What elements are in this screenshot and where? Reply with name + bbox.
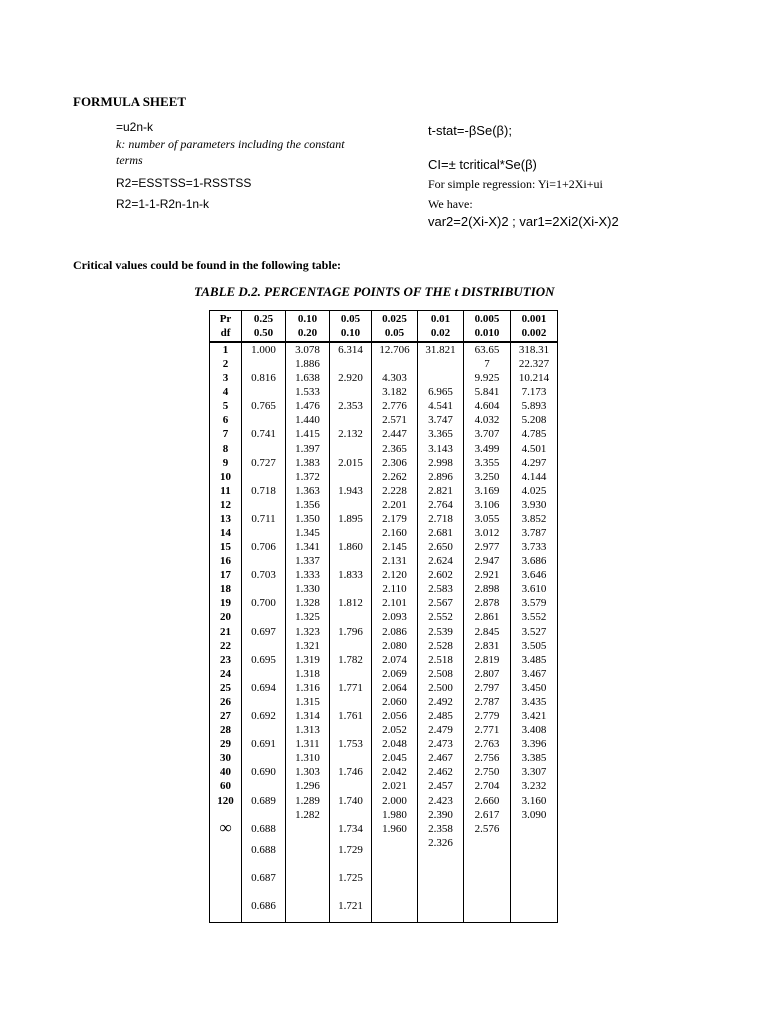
table-cell: 3.182	[382, 386, 407, 399]
table-cell: 3.527	[521, 625, 547, 638]
one-tail-label: 0.005	[474, 313, 500, 325]
table-cell: 2.602	[428, 569, 453, 582]
table-cell: 3.396	[521, 738, 547, 751]
page-title: FORMULA SHEET	[73, 94, 187, 109]
col-0005	[464, 342, 511, 922]
table-cell: 5.208	[521, 414, 547, 427]
table-cell: 0.703	[251, 569, 276, 582]
table-cell: 1.303	[295, 766, 320, 779]
two-tail-label: 0.02	[430, 327, 451, 339]
df-value: 120	[217, 794, 234, 807]
table-cell: 2.457	[428, 780, 453, 793]
table-cell: 10.214	[518, 372, 550, 385]
table-cell: 0.687	[251, 871, 276, 884]
table-cell: 2.571	[382, 414, 407, 427]
table-cell: 2.390	[428, 808, 453, 821]
table-cell: 1.960	[382, 822, 407, 835]
two-tail-label: 0.05	[384, 327, 405, 339]
header-col-010	[286, 311, 330, 343]
table-cell: 2.920	[338, 372, 363, 385]
table-cell: 4.604	[474, 400, 500, 413]
table-cell: 4.501	[521, 442, 547, 455]
table-cell: 1.328	[295, 597, 320, 610]
table-cell: 2.831	[474, 639, 500, 652]
table-cell: 2.056	[382, 710, 407, 723]
table-cell: 0.686	[251, 899, 276, 912]
two-tail-label: 0.002	[521, 327, 547, 339]
table-cell: 1.533	[295, 386, 320, 399]
one-tail-label: 0.001	[521, 313, 547, 325]
table-cell: 1.476	[295, 400, 320, 413]
table-cell: 2.462	[428, 766, 453, 779]
table-cell: 4.297	[521, 456, 547, 469]
df-value: 8	[222, 442, 229, 455]
table-cell: 1.372	[295, 470, 320, 483]
table-cell: 2.821	[428, 484, 453, 497]
col-0025	[372, 342, 418, 922]
table-cell: 3.930	[521, 498, 547, 511]
df-value: 19	[220, 597, 231, 610]
table-cell: 1.833	[338, 569, 363, 582]
table-cell: 2.052	[382, 724, 407, 737]
two-tail-label: 0.10	[340, 327, 361, 339]
two-tail-label: 0.50	[253, 327, 274, 339]
table-cell: 2.797	[474, 681, 500, 694]
table-cell: 2.160	[382, 527, 407, 540]
table-cell: 3.552	[521, 611, 547, 624]
table-cell: 3.450	[521, 681, 547, 694]
table-cell: 3.169	[474, 484, 500, 497]
table-cell: 2.845	[474, 625, 500, 638]
table-cell: 2.763	[474, 738, 500, 751]
t-distribution-table	[209, 310, 558, 923]
df-value: 12	[220, 498, 231, 511]
table-cell: 3.090	[521, 808, 547, 821]
table-cell: 3.365	[428, 428, 453, 441]
table-cell: 2.131	[382, 555, 407, 568]
table-cell: 2.093	[382, 611, 407, 624]
table-cell: 3.499	[474, 442, 500, 455]
table-cell: 2.447	[382, 428, 407, 441]
sigma-hat-formula: =u2n-k	[116, 120, 154, 134]
simple-regression-model: For simple regression: Yi=1+2Xi+ui	[428, 177, 603, 191]
table-cell: 2.539	[428, 625, 453, 638]
table-cell: 3.579	[521, 597, 547, 610]
table-cell: 1.333	[295, 569, 320, 582]
table-cell: 1.397	[295, 442, 320, 455]
table-cell: 3.385	[521, 752, 547, 765]
r2-formula: R2=ESSTSS=1-RSSTSS	[116, 176, 252, 190]
table-cell: 1.313	[295, 724, 320, 737]
header-pr-df	[210, 311, 242, 343]
df-column	[210, 342, 242, 922]
table-cell: 2.898	[474, 583, 500, 596]
table-cell: 1.350	[295, 512, 320, 525]
table-cell: 0.690	[251, 766, 276, 779]
k-note-line1: k: number of parameters including the constant	[116, 137, 345, 151]
table-cell: 0.691	[251, 738, 276, 751]
table-cell: 2.042	[382, 766, 407, 779]
two-tail-label: 0.20	[297, 327, 318, 339]
table-cell: 3.787	[521, 527, 547, 540]
table-cell: 1.337	[295, 555, 320, 568]
table-cell: 1.310	[295, 752, 320, 765]
table-cell: 1.771	[338, 681, 363, 694]
table-cell: 2.508	[428, 667, 453, 680]
table-cell: 3.505	[521, 639, 547, 652]
df-value: 5	[222, 400, 229, 413]
table-cell: 1.356	[295, 498, 320, 511]
df-value: 10	[220, 470, 231, 483]
df-value: 26	[220, 695, 231, 708]
table-cell: 1.319	[295, 653, 320, 666]
table-cell: 3.012	[474, 527, 500, 540]
table-cell: 3.307	[521, 766, 547, 779]
table-cell: 4.303	[382, 372, 407, 385]
table-cell: 63.65	[474, 344, 500, 356]
table-cell: 2.718	[428, 512, 453, 525]
table-cell: 2.060	[382, 695, 407, 708]
table-cell: 1.895	[338, 512, 363, 525]
df-value: 29	[220, 738, 231, 751]
table-cell: 31.821	[425, 344, 456, 356]
table-cell: 1.740	[338, 794, 363, 807]
table-cell: 3.232	[521, 780, 547, 793]
table-cell: 2.977	[474, 541, 500, 554]
table-cell: 2.069	[382, 667, 407, 680]
table-cell: 6.314	[338, 344, 363, 356]
table-cell: 3.707	[474, 428, 500, 441]
table-cell: 1.761	[338, 710, 363, 723]
two-tail-label: 0.010	[474, 327, 500, 339]
table-cell: 7	[484, 358, 490, 371]
table-cell: 2.306	[382, 456, 407, 469]
table-title: TABLE D.2. PERCENTAGE POINTS OF THE t DISTRIBUTION	[194, 284, 555, 299]
col-010	[286, 342, 330, 922]
table-cell: 2.896	[428, 470, 453, 483]
table-cell: 1.725	[338, 871, 363, 884]
table-cell: 0.727	[251, 456, 276, 469]
table-cell: 2.262	[382, 470, 407, 483]
df-value: 25	[220, 681, 231, 694]
table-cell: 3.078	[295, 344, 320, 356]
table-cell: 2.132	[338, 428, 363, 441]
df-value: 4	[222, 386, 229, 399]
table-cell: 1.812	[338, 597, 363, 610]
table-cell: 1.860	[338, 541, 363, 554]
table-cell: 0.692	[251, 710, 276, 723]
table-cell: 1.415	[295, 428, 320, 441]
table-cell: 1.440	[295, 414, 320, 427]
table-cell: 1.383	[295, 456, 320, 469]
col-005	[330, 342, 372, 922]
table-cell: 3.421	[521, 710, 547, 723]
table-cell: 1.729	[338, 843, 363, 856]
table-cell: 1.746	[338, 766, 363, 779]
table-cell: 2.756	[474, 752, 500, 765]
table-cell: 1.000	[251, 344, 276, 356]
table-cell: 2.179	[382, 512, 407, 525]
table-cell: 1.341	[295, 541, 320, 554]
table-cell: 2.326	[428, 836, 453, 849]
table-cell: 3.747	[428, 414, 453, 427]
table-cell: 3.143	[428, 442, 453, 455]
table-cell: 2.500	[428, 681, 453, 694]
one-tail-label: 0.025	[382, 313, 407, 325]
df-value: 7	[222, 428, 229, 441]
df-value: 27	[220, 710, 231, 723]
table-cell: 1.315	[295, 695, 320, 708]
table-cell: 2.750	[474, 766, 500, 779]
table-cell: 22.327	[518, 358, 550, 371]
table-cell: 2.358	[428, 822, 453, 835]
table-cell: 1.980	[382, 808, 407, 821]
table-cell: 3.408	[521, 724, 547, 737]
table-cell: 9.925	[474, 372, 500, 385]
table-cell: 2.086	[382, 625, 407, 638]
table-cell: 3.435	[521, 695, 547, 708]
table-cell: 0.694	[251, 681, 276, 694]
table-cell: 1.330	[295, 583, 320, 596]
table-cell: 2.080	[382, 639, 407, 652]
table-cell: 1.314	[295, 710, 320, 723]
table-cell: 2.624	[428, 555, 453, 568]
k-note-line2: terms	[116, 153, 143, 167]
table-cell: 2.617	[474, 808, 500, 821]
table-cell: 5.841	[474, 386, 500, 399]
table-cell: 2.947	[474, 555, 500, 568]
df-value: 21	[220, 625, 231, 638]
table-cell: 1.782	[338, 653, 363, 666]
confidence-interval-formula: CI=± tcritical*Se(β)	[428, 157, 537, 172]
table-cell: 3.610	[521, 583, 547, 596]
table-cell: 2.771	[474, 724, 500, 737]
table-cell: 3.733	[521, 541, 547, 554]
table-cell: 2.228	[382, 484, 407, 497]
table-cell: 1.296	[295, 780, 320, 793]
table-cell: 0.765	[251, 400, 276, 413]
df-value: 9	[222, 456, 229, 469]
table-cell: 3.106	[474, 498, 500, 511]
table-cell: 2.764	[428, 498, 453, 511]
table-cell: 2.583	[428, 583, 453, 596]
table-cell: 7.173	[521, 386, 547, 399]
table-cell: 2.878	[474, 597, 500, 610]
table-cell: 2.101	[382, 597, 407, 610]
pr-label: Pr	[219, 313, 232, 325]
df-value: 6	[222, 414, 229, 427]
table-cell: 1.734	[338, 822, 363, 835]
table-cell: 2.819	[474, 653, 500, 666]
table-cell: 318.31	[518, 344, 550, 356]
table-cell: 2.423	[428, 794, 453, 807]
table-cell: 3.355	[474, 456, 500, 469]
table-cell: 1.753	[338, 738, 363, 751]
variance-formulas: var2=2(Xi-X)2 ; var1=2Xi2(Xi-X)2	[428, 214, 619, 229]
table-cell: 2.473	[428, 738, 453, 751]
table-cell: 0.718	[251, 484, 276, 497]
header-col-025	[242, 311, 286, 343]
df-value: 60	[220, 780, 231, 793]
table-cell: 2.064	[382, 681, 407, 694]
df-value: 2	[222, 358, 229, 371]
table-cell: 2.650	[428, 541, 453, 554]
df-value: 1	[222, 344, 229, 356]
table-cell: 4.144	[521, 470, 547, 483]
table-cell: 2.921	[474, 569, 500, 582]
table-cell: 2.776	[382, 400, 407, 413]
table-cell: 1.282	[295, 808, 320, 821]
df-value: 30	[220, 752, 231, 765]
col-001	[418, 342, 464, 922]
table-cell: 2.576	[474, 822, 500, 835]
intro-text: Critical values could be found in the following table:	[73, 258, 342, 272]
one-tail-label: 0.01	[430, 313, 451, 325]
we-have-label: We have:	[428, 197, 473, 211]
df-value: 15	[220, 541, 231, 554]
table-cell: 1.289	[295, 794, 320, 807]
table-cell: 1.345	[295, 527, 320, 540]
table-cell: 3.250	[474, 470, 500, 483]
table-cell: 2.485	[428, 710, 453, 723]
t-stat-formula: t-stat=-βSe(β);	[428, 123, 512, 138]
col-0001	[511, 342, 558, 922]
table-cell: 1.321	[295, 639, 320, 652]
table-cell: 4.025	[521, 484, 547, 497]
table-cell: 2.681	[428, 527, 453, 540]
table-cell: 3.485	[521, 653, 547, 666]
table-cell: 3.055	[474, 512, 500, 525]
one-tail-label: 0.10	[297, 313, 318, 325]
table-cell: 0.688	[251, 843, 276, 856]
table-cell: 2.518	[428, 653, 453, 666]
header-col-0001	[511, 311, 558, 343]
table-cell: 1.943	[338, 484, 363, 497]
table-cell: 1.886	[295, 358, 320, 371]
df-value: 11	[220, 484, 231, 497]
table-cell: 2.779	[474, 710, 500, 723]
infinity-df: ∞	[219, 817, 232, 837]
table-cell: 2.000	[382, 794, 407, 807]
col-025	[242, 342, 286, 922]
table-cell: 4.541	[428, 400, 453, 413]
table-cell: 2.807	[474, 667, 500, 680]
header-col-0025	[372, 311, 418, 343]
table-cell: 2.201	[382, 498, 407, 511]
df-value: 3	[222, 372, 229, 385]
table-cell: 2.353	[338, 400, 363, 413]
table-cell: 2.528	[428, 639, 453, 652]
table-body-row	[210, 342, 558, 922]
table-cell: 2.861	[474, 611, 500, 624]
r2-adjusted-formula: R2=1-1-R2n-1n-k	[116, 197, 210, 211]
df-value: 40	[220, 766, 231, 779]
table-cell: 1.318	[295, 667, 320, 680]
table-cell: 2.479	[428, 724, 453, 737]
table-cell: 3.160	[521, 794, 547, 807]
table-cell: 2.467	[428, 752, 453, 765]
table-cell: 2.045	[382, 752, 407, 765]
table-cell: 2.015	[338, 456, 363, 469]
df-value: 23	[220, 653, 231, 666]
table-cell: 2.074	[382, 653, 407, 666]
table-cell: 1.721	[338, 899, 363, 912]
df-value: 24	[220, 667, 231, 680]
table-cell: 1.323	[295, 625, 320, 638]
df-label: df	[220, 327, 231, 339]
df-value: 18	[220, 583, 231, 596]
table-cell: 0.688	[251, 822, 276, 835]
header-col-005	[330, 311, 372, 343]
table-cell: 5.893	[521, 400, 547, 413]
table-cell: 4.785	[521, 428, 547, 441]
df-value: 13	[220, 512, 231, 525]
table-cell: 2.110	[382, 583, 407, 596]
header-col-001	[418, 311, 464, 343]
table-cell: 2.145	[382, 541, 407, 554]
table-cell: 3.646	[521, 569, 547, 582]
table-cell: 2.048	[382, 738, 407, 751]
table-cell: 3.686	[521, 555, 547, 568]
table-cell: 0.689	[251, 794, 276, 807]
df-value: 17	[220, 569, 231, 582]
table-cell: 0.706	[251, 541, 276, 554]
table-cell: 3.852	[521, 512, 547, 525]
df-value: 22	[220, 639, 231, 652]
table-cell: 2.567	[428, 597, 453, 610]
table-cell: 2.021	[382, 780, 407, 793]
table-cell: 0.741	[251, 428, 276, 441]
df-value: 28	[220, 724, 231, 737]
table-cell: 2.998	[428, 456, 453, 469]
table-cell: 2.704	[474, 780, 500, 793]
one-tail-label: 0.25	[253, 313, 274, 325]
table-cell: 2.120	[382, 569, 407, 582]
table-cell: 12.706	[379, 344, 410, 356]
table-header-row	[210, 311, 558, 343]
table-cell: 2.552	[428, 611, 453, 624]
df-value: 20	[220, 611, 231, 624]
table-cell: 0.711	[251, 512, 276, 525]
table-cell: 1.638	[295, 372, 320, 385]
table-cell: 4.032	[474, 414, 500, 427]
table-cell: 0.697	[251, 625, 276, 638]
table-cell: 2.660	[474, 794, 500, 807]
table-cell: 2.365	[382, 442, 407, 455]
df-value: 16	[220, 555, 231, 568]
one-tail-label: 0.05	[340, 313, 361, 325]
table-cell: 0.695	[251, 653, 276, 666]
table-cell: 1.325	[295, 611, 320, 624]
table-cell: 3.467	[521, 667, 547, 680]
table-cell: 1.796	[338, 625, 363, 638]
table-cell: 1.363	[295, 484, 320, 497]
df-value: 14	[220, 527, 231, 540]
header-col-0005	[464, 311, 511, 343]
table-cell: 2.492	[428, 695, 453, 708]
table-cell: 2.787	[474, 695, 500, 708]
table-cell: 6.965	[428, 386, 453, 399]
table-cell: 1.311	[295, 738, 320, 751]
table-cell: 0.700	[251, 597, 276, 610]
table-cell: 1.316	[295, 681, 320, 694]
table-cell: 0.816	[251, 372, 276, 385]
